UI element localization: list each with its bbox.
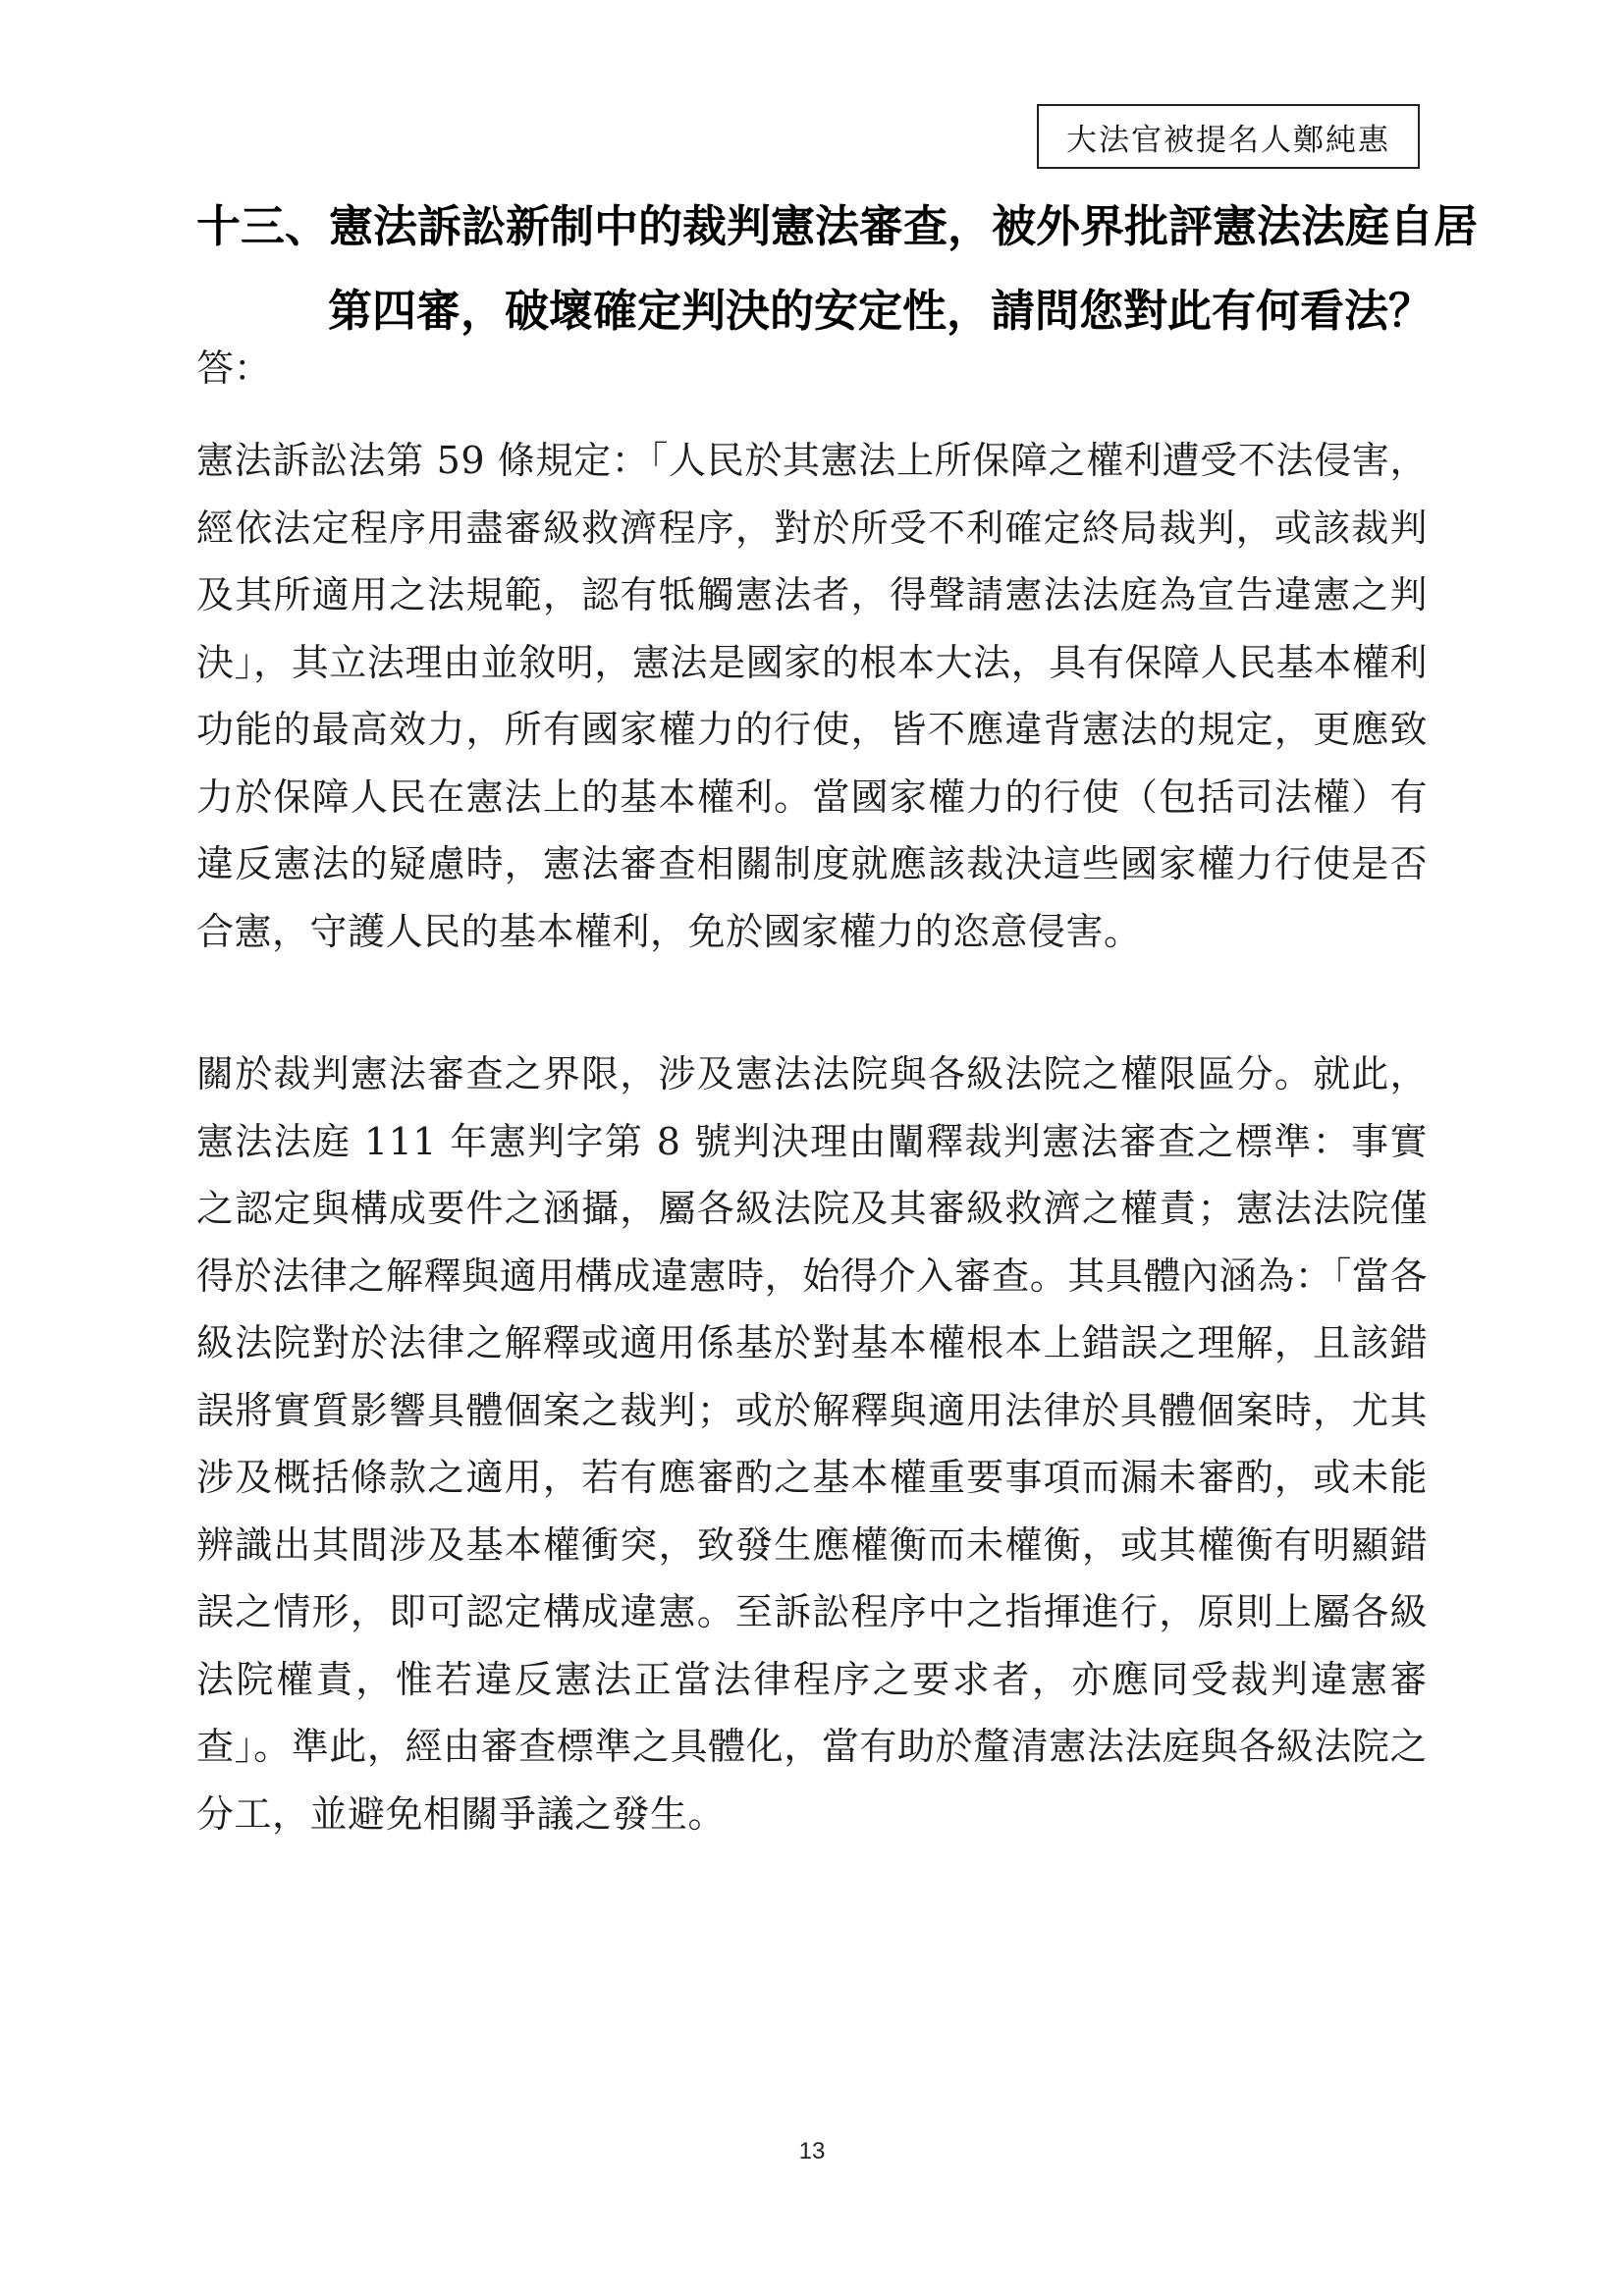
answer-paragraph-1: 憲法訴訟法第 59 條規定：「人民於其憲法上所保障之權利遭受不法侵害，經依法定程序用盡審級救濟程序，對於所受不利確定終局裁判，或該裁判及其所適用之法規範，認有牴觸憲法者，得聲請憲法法庭為宣告違憲之判決」，其立法理由並敘明，憲法是國家的根本大法，具有保障人民基本權利功能的最高效力，所有國家權力的行使，皆不應違背憲法的規定，更應致力於保障人民在憲法上的基本權利。當國家權力的行使（包括司法權）有違反憲法的疑慮時，憲法審查相關制度就應該裁決這些國家權力行使是否合憲，守護人民的基本權利，免於國家權力的恣意侵害。 bbox=[196, 439, 1428, 953]
question-line-2: 第四審，破壞確定判決的安定性，請問您對此有何看法？ bbox=[328, 285, 1434, 337]
nominee-label: 大法官被提名人鄭純惠 bbox=[1066, 122, 1390, 158]
question-number: 十三、 bbox=[196, 200, 330, 252]
answer-label: 答： bbox=[196, 347, 272, 390]
question-heading bbox=[196, 185, 1479, 353]
answer-paragraph-2: 關於裁判憲法審查之界限，涉及憲法法院與各級法院之權限區分。就此，憲法法庭 111 年憲判字第 8 號判決理由闡釋裁判憲法審查之標準：事實之認定與構成要件之涵攝，屬各級法院及其審級救濟之權責；憲法法院僅得於法律之解釋與適用構成違憲時，始得介入審查。其具體內涵為：「當各級法院對於法律之解釋或適用係基於對基本權根本上錯誤之理解，且該錯誤將實質影響具體個案之裁判；或於解釋與適用法律於具體個案時，尤其涉及概括條款之適用，若有應審酌之基本權重要事項而漏未審酌，或未能辨識出其間涉及基本權衝突，致發生應權衡而未權衡，或其權衡有明顯錯誤之情形，即可認定構成違憲。至訴訟程序中之指揮進行，原則上屬各級法院權責，惟若違反憲法正當法律程序之要求者，亦應同受裁判違憲審查」。準此，經由審查標準之具體化，當有助於釐清憲法法庭與各級法院之分工，並避免相關爭議之發生。 bbox=[196, 1052, 1428, 1836]
page-number: 13 bbox=[798, 2138, 826, 2164]
nominee-label-box bbox=[1037, 104, 1420, 169]
question-line-1 bbox=[196, 185, 1479, 269]
question-text-1: 憲法訴訟新制中的裁判憲法審查，被外界批評憲法法庭自居 bbox=[329, 200, 1479, 252]
